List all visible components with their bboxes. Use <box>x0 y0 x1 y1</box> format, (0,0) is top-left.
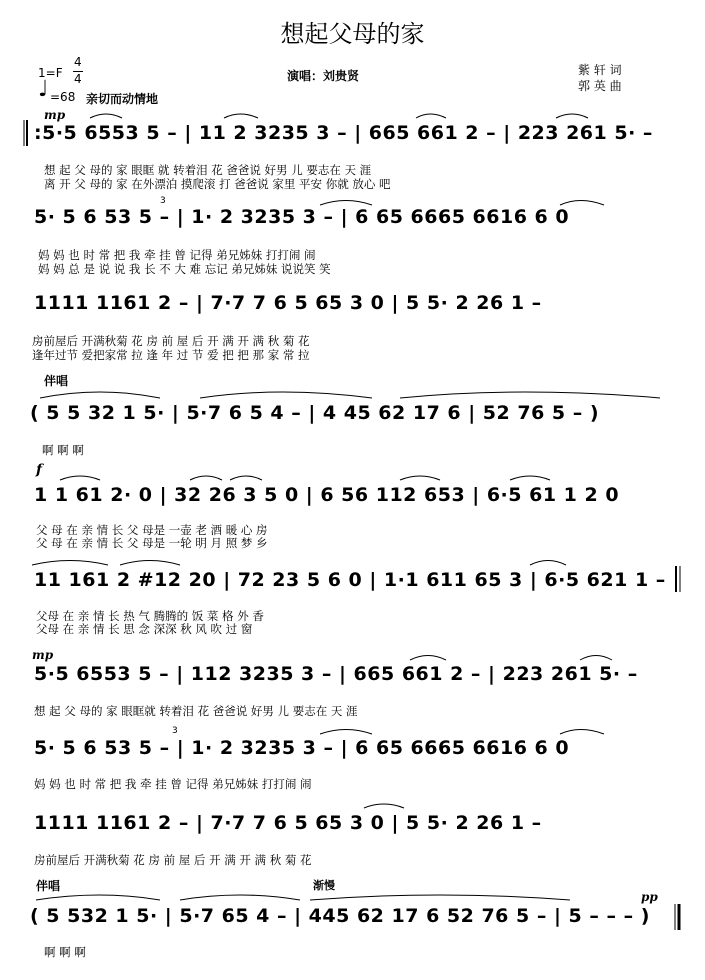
quarter-note-icon: ♩ <box>38 77 49 102</box>
label-slower: 渐慢 <box>313 879 335 892</box>
key-signature: 1=F <box>38 66 63 80</box>
system-2-notes: 5· 5 6 53 5 – | 1· 2 3235 3 – | 6 65 6665 6616 6 0 <box>34 206 570 228</box>
song-title: 想起父母的家 <box>280 20 425 48</box>
dynamic-mp: mp <box>44 108 66 122</box>
system-5-lyrics-verse-1: 父 母 在 亲 情 长 父 母是 一壶 老 酒 暖 心 房 <box>36 523 268 537</box>
system-7-notes: 5·5 6553 5 – | 112 3235 3 – | 665 661 2 – | 223 261 5· – <box>34 663 638 685</box>
system-1-lyrics-verse-1: 想 起 父 母的 家 眼眶 就 转着泪 花 爸爸说 好男 儿 要志在 天 涯 <box>44 163 372 177</box>
system-9-lyrics: 房前屋后 开满秋菊 花 房 前 屋 后 开 满 开 满 秋 菊 花 <box>34 853 312 867</box>
system-3-notes: 1111 1161 2 – | 7·7 7 6 5 65 3 0 | 5 5· 2 26 1 – <box>34 292 542 314</box>
system-8-notes: 5· 5 6 53 5 – | 1· 2 3235 3 – | 6 65 6665 6616 6 0 <box>34 737 570 759</box>
system-3-lyrics-verse-1: 房前屋后 开满秋菊 花 房 前 屋 后 开 满 开 满 秋 菊 花 <box>32 334 310 348</box>
tempo-mark: =68 <box>50 90 76 104</box>
triplet-mark: 3 <box>160 196 166 206</box>
system-6-lyrics-verse-2: 父母 在 亲 情 长 思 念 深深 秋 风 吹 过 窗 <box>36 622 253 636</box>
dynamic-mp-2: mp <box>32 648 54 662</box>
system-5-notes: 1 1 61 2· 0 | 32 26 3 5 0 | 6 56 112 653 | 6·5 61 1 2 0 <box>34 484 620 506</box>
triplet-mark-2: 3 <box>172 726 178 736</box>
system-4-notes: ( 5 5 32 1 5· | 5·7 6 5 4 – | 4 45 62 17 6 | 52 76 5 – ) <box>30 402 600 424</box>
system-1-lyrics-verse-2: 离 开 父 母的 家 在外漂泊 摸爬滚 打 爸爸说 家里 平安 你就 放心 吧 <box>44 177 391 191</box>
expression-mark: 亲切而动情地 <box>86 92 159 106</box>
system-2-lyrics-verse-1: 妈 妈 也 时 常 把 我 牵 挂 曾 记得 弟兄姊妹 打打闹 闹 <box>38 248 316 262</box>
system-6-lyrics-verse-1: 父母 在 亲 情 长 热 气 腾腾的 饭 菜 格 外 香 <box>36 609 264 623</box>
time-signature-bottom: 4 <box>74 72 82 86</box>
system-3-lyrics-verse-2: 逢年过节 爱把家常 拉 逢 年 过 节 爱 把 把 那 家 常 拉 <box>32 348 310 362</box>
system-4-lyrics: 啊 啊 啊 <box>42 443 84 457</box>
lyricist-credit: 紫 轩 词 <box>578 63 622 77</box>
system-5-lyrics-verse-2: 父 母 在 亲 情 长 父 母是 一轮 明 月 照 梦 乡 <box>36 536 268 550</box>
dynamic-pp: pp <box>641 890 658 904</box>
composer-credit: 郭 英 曲 <box>578 79 622 93</box>
system-8-lyrics: 妈 妈 也 时 常 把 我 牵 挂 曾 记得 弟兄姊妹 打打闹 闹 <box>34 777 312 791</box>
label-accompany: 伴唱 <box>44 374 69 388</box>
system-6-notes: 11 161 2 #12 20 | 72 23 5 6 0 | 1·1 611 65 3 | 6·5 621 1 – <box>34 569 666 591</box>
system-9-notes: 1111 1161 2 – | 7·7 7 6 5 65 3 0 | 5 5· 2 26 1 – <box>34 812 542 834</box>
system-7-lyrics: 想 起 父 母的 家 眼眶就 转着泪 花 爸爸说 好男 儿 要志在 天 涯 <box>34 704 358 718</box>
system-10-lyrics: 啊 啊 啊 <box>44 945 86 959</box>
system-10-notes: ( 5 532 1 5· | 5·7 65 4 – | 445 62 17 6 52 76 5 – | 5 – – – ) <box>30 905 650 927</box>
system-2-lyrics-verse-2: 妈 妈 总 是 说 说 我 长 不 大 难 忘记 弟兄姊妹 说说笑 笑 <box>38 262 331 276</box>
label-accompany-2: 伴唱 <box>36 879 61 893</box>
dynamic-f: f <box>36 462 43 478</box>
system-1-notes: :5·5 6553 5 – | 11 2 3235 3 – | 665 661 2 – | 223 261 5· – <box>34 122 653 144</box>
singer-credit: 演唱：刘贵贤 <box>287 69 360 83</box>
time-signature-top: 4 <box>74 55 82 69</box>
